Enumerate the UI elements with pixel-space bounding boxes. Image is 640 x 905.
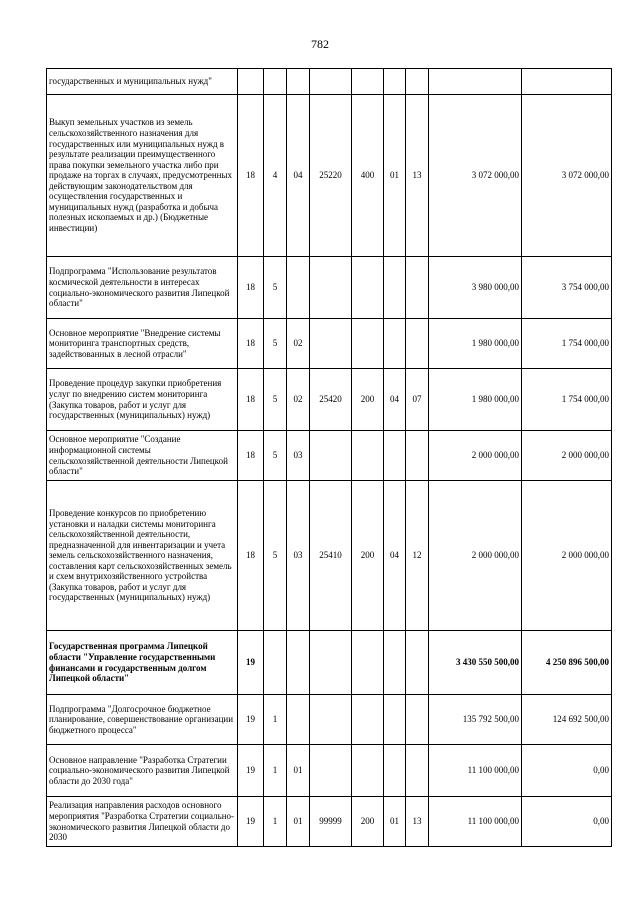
code-cell-7	[406, 695, 429, 745]
code-cell-4: 99999	[310, 797, 352, 847]
code-cell-2: 1	[264, 797, 287, 847]
code-cell-2: 4	[264, 95, 287, 257]
code-cell-7	[406, 319, 429, 369]
code-cell-4	[310, 695, 352, 745]
amount-cell-2: 4 250 896 500,00	[522, 631, 612, 695]
code-cell-5: 400	[352, 95, 384, 257]
budget-table	[46, 68, 612, 847]
code-cell-6	[384, 69, 406, 95]
code-cell-1: 18	[238, 319, 264, 369]
table-row	[47, 481, 612, 631]
code-cell-1: 18	[238, 257, 264, 319]
code-cell-6	[384, 431, 406, 481]
amount-cell-2: 3 754 000,00	[522, 257, 612, 319]
code-cell-3	[287, 69, 310, 95]
code-cell-7	[406, 257, 429, 319]
code-cell-7: 12	[406, 481, 429, 631]
code-cell-4	[310, 431, 352, 481]
code-cell-6: 04	[384, 481, 406, 631]
row-name-cell: Основное направление "Разработка Стратегии социально-экономического развития Липецкой области до 2030 года"	[47, 745, 238, 797]
code-cell-1: 18	[238, 481, 264, 631]
code-cell-3	[287, 257, 310, 319]
code-cell-6: 01	[384, 797, 406, 847]
code-cell-2: 5	[264, 431, 287, 481]
table-row	[47, 95, 612, 257]
table-row	[47, 319, 612, 369]
table-row	[47, 431, 612, 481]
code-cell-5	[352, 745, 384, 797]
code-cell-4	[310, 745, 352, 797]
code-cell-2	[264, 69, 287, 95]
row-name-cell: государственных и муниципальных нужд"	[47, 69, 238, 95]
amount-cell-2: 2 000 000,00	[522, 431, 612, 481]
code-cell-4	[310, 631, 352, 695]
code-cell-1: 18	[238, 95, 264, 257]
code-cell-6	[384, 257, 406, 319]
amount-cell-2: 3 072 000,00	[522, 95, 612, 257]
code-cell-2: 1	[264, 695, 287, 745]
amount-cell-2: 2 000 000,00	[522, 481, 612, 631]
amount-cell-1: 3 072 000,00	[429, 95, 522, 257]
row-name-cell: Подпрограмма "Долгосрочное бюджетное планирование, совершенствование организации бюджетного процесса"	[47, 695, 238, 745]
code-cell-5	[352, 631, 384, 695]
code-cell-5	[352, 257, 384, 319]
table-row	[47, 797, 612, 847]
code-cell-2: 5	[264, 257, 287, 319]
code-cell-4: 25220	[310, 95, 352, 257]
amount-cell-2: 1 754 000,00	[522, 319, 612, 369]
code-cell-5	[352, 431, 384, 481]
code-cell-4: 25410	[310, 481, 352, 631]
code-cell-3: 01	[287, 745, 310, 797]
code-cell-2	[264, 631, 287, 695]
amount-cell-1: 1 980 000,00	[429, 319, 522, 369]
amount-cell-2: 1 754 000,00	[522, 369, 612, 431]
code-cell-3	[287, 631, 310, 695]
row-name-cell: Подпрограмма "Использование результатов космической деятельности в интересах социально-экономического развития Липецкой области"	[47, 257, 238, 319]
amount-cell-1: 11 100 000,00	[429, 745, 522, 797]
code-cell-5: 200	[352, 369, 384, 431]
amount-cell-2: 0,00	[522, 797, 612, 847]
page-number: 782	[311, 37, 329, 51]
code-cell-5: 200	[352, 797, 384, 847]
amount-cell-1: 11 100 000,00	[429, 797, 522, 847]
code-cell-4	[310, 319, 352, 369]
amount-cell-1: 1 980 000,00	[429, 369, 522, 431]
code-cell-7	[406, 745, 429, 797]
code-cell-3: 03	[287, 481, 310, 631]
code-cell-3: 03	[287, 431, 310, 481]
row-name-cell: Основное мероприятие "Внедрение системы мониторинга транспортных средств, задействованных в лесной отрасли"	[47, 319, 238, 369]
code-cell-1: 18	[238, 369, 264, 431]
code-cell-2: 5	[264, 369, 287, 431]
code-cell-5	[352, 695, 384, 745]
code-cell-4	[310, 257, 352, 319]
code-cell-6	[384, 631, 406, 695]
code-cell-6: 04	[384, 369, 406, 431]
table-row	[47, 257, 612, 319]
amount-cell-1: 135 792 500,00	[429, 695, 522, 745]
code-cell-1: 19	[238, 797, 264, 847]
code-cell-1: 19	[238, 695, 264, 745]
code-cell-3: 04	[287, 95, 310, 257]
code-cell-7	[406, 431, 429, 481]
code-cell-7: 13	[406, 95, 429, 257]
code-cell-5: 200	[352, 481, 384, 631]
code-cell-7	[406, 631, 429, 695]
amount-cell-1	[429, 69, 522, 95]
code-cell-6	[384, 319, 406, 369]
code-cell-6	[384, 745, 406, 797]
code-cell-7	[406, 69, 429, 95]
code-cell-4	[310, 69, 352, 95]
code-cell-5	[352, 319, 384, 369]
amount-cell-2	[522, 69, 612, 95]
code-cell-6	[384, 695, 406, 745]
code-cell-4: 25420	[310, 369, 352, 431]
row-name-cell: Проведение процедур закупки приобретения услуг по внедрению систем мониторинга (Закупка товаров, работ и услуг для государственных (муниципальных) нужд)	[47, 369, 238, 431]
row-name-cell: Основное мероприятие "Создание информационной системы сельскохозяйственной деятельности Липецкой области"	[47, 431, 238, 481]
amount-cell-2: 124 692 500,00	[522, 695, 612, 745]
code-cell-3: 02	[287, 369, 310, 431]
amount-cell-2: 0,00	[522, 745, 612, 797]
code-cell-7: 13	[406, 797, 429, 847]
code-cell-2: 1	[264, 745, 287, 797]
code-cell-1: 18	[238, 431, 264, 481]
amount-cell-1: 3 980 000,00	[429, 257, 522, 319]
code-cell-6: 01	[384, 95, 406, 257]
code-cell-7: 07	[406, 369, 429, 431]
code-cell-5	[352, 69, 384, 95]
code-cell-1	[238, 69, 264, 95]
amount-cell-1: 2 000 000,00	[429, 481, 522, 631]
code-cell-2: 5	[264, 481, 287, 631]
code-cell-1: 19	[238, 745, 264, 797]
code-cell-1: 19	[238, 631, 264, 695]
table-row	[47, 695, 612, 745]
code-cell-2: 5	[264, 319, 287, 369]
code-cell-3	[287, 695, 310, 745]
table-row	[47, 631, 612, 695]
row-name-cell: Реализация направления расходов основного мероприятия "Разработка Стратегии социально-экономического развития Липецкой области до 2030	[47, 797, 238, 847]
row-name-cell: Государственная программа Липецкой области "Управление государственными финансами и государственным долгом Липецкой области"	[47, 631, 238, 695]
table-row	[47, 369, 612, 431]
table-row	[47, 745, 612, 797]
code-cell-3: 02	[287, 319, 310, 369]
code-cell-3: 01	[287, 797, 310, 847]
row-name-cell: Выкуп земельных участков из земель сельскохозяйственного назначения для государственных или муниципальных нужд в результате реализации преимущественного права покупки земельного участка либо при продаже на торгах в случаях, предусмотренных действующим законодательством для осуществления государственных и муниципальных нужд (разработка и добыча полезных ископаемых и др.) (Бюджетные инвестиции)	[47, 95, 238, 257]
amount-cell-1: 2 000 000,00	[429, 431, 522, 481]
row-name-cell: Проведение конкурсов по приобретению установки и наладки системы мониторинга сельскохозяйственной деятельности, предназначенной для инвентаризации и учета земель сельскохозяйственного назначения, составления карт сельскохозяйственных земель и схем внутрихозяйственного устройства (Закупка товаров, работ и услуг для государственных (муниципальных) нужд)	[47, 481, 238, 631]
table-row	[47, 69, 612, 95]
amount-cell-1: 3 430 550 500,00	[429, 631, 522, 695]
